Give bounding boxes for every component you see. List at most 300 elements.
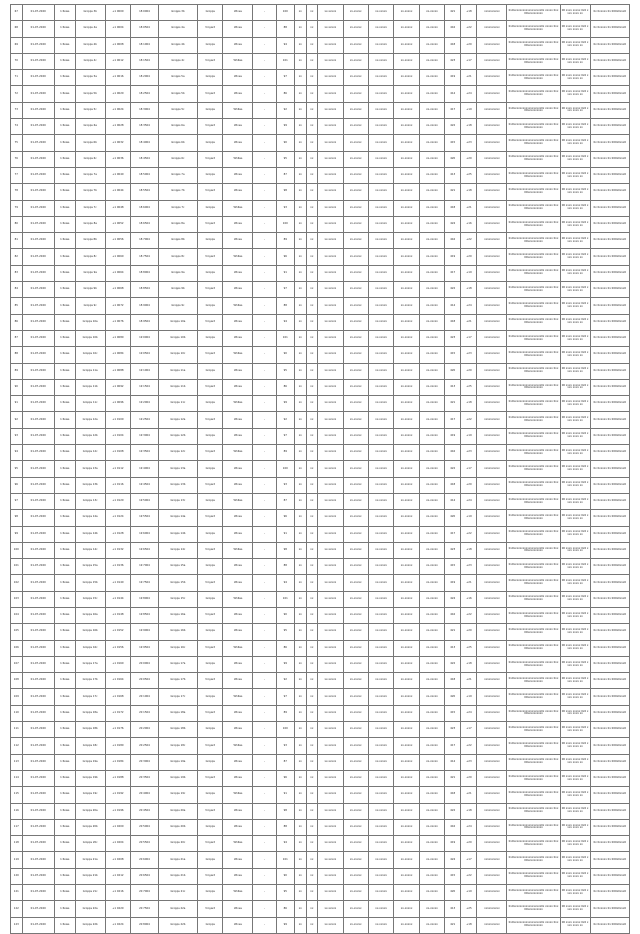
table-cell: xx-xxxxx: [394, 249, 419, 265]
table-cell: xx-xxxxx: [368, 673, 393, 689]
data-table: [10, 4, 630, 934]
table-cell: 0x0xxxxxxxxxxxxxxxxxx0x xxxxx 0xx00xxxxxxxxxx: [507, 885, 560, 901]
table-cell: 88: [276, 819, 294, 835]
table-row: [11, 363, 630, 379]
table-cell: Wines: [223, 868, 253, 884]
table-cell: +1 0012: [105, 53, 130, 69]
table-cell: 01-07-2020: [22, 396, 54, 412]
table-cell: 117: [11, 819, 23, 835]
table-row: [11, 347, 630, 363]
table-cell: 01-07-2020: [22, 542, 54, 558]
table-cell: xx-xxxxx: [343, 885, 368, 901]
table-cell: xx-xxxxx: [343, 673, 368, 689]
table-cell: -: [253, 363, 276, 379]
table-cell: Gropps 19b: [158, 770, 197, 786]
table-cell: 01-07-2020: [22, 216, 54, 232]
table-cell: 1 Rows: [54, 868, 75, 884]
table-cell: 00 xxxx xxxxx 0x0 xxxx xxxx xx: [560, 379, 590, 395]
table-cell: +1 0156: [105, 640, 130, 656]
table-cell: xx-xxxxx: [419, 738, 444, 754]
table-cell: xx-xxxxx: [394, 216, 419, 232]
table-cell: xx: [306, 836, 318, 852]
table-cell: 91: [276, 526, 294, 542]
table-cell: xx-xxxxx: [343, 526, 368, 542]
table-cell: xxxxxxxxxx: [477, 249, 507, 265]
table-cell: -: [253, 738, 276, 754]
table-cell: 0x 0xxxxx 0x 000x0xxx0: [590, 428, 629, 444]
table-cell: -: [253, 233, 276, 249]
table-cell: Gropps 7c: [158, 200, 197, 216]
table-cell: Wines: [223, 852, 253, 868]
table-cell: 81: [11, 233, 23, 249]
table-cell: 0x0xxxxxxxxxxxxxxxxxx0x xxxxx 0xx00xxxxxxxxxx: [507, 200, 560, 216]
table-cell: 115: [11, 787, 23, 803]
table-cell: 0x0xxxxxxxxxxxxxxxxxx0x xxxxx 0xx00xxxxxxxxxx: [507, 396, 560, 412]
table-cell: 0x 0xxxxx 0x 000x0xxx0: [590, 901, 629, 917]
table-cell: xx-xxxxx: [419, 705, 444, 721]
table-cell: xx-xxxxx: [318, 445, 343, 461]
table-cell: xx-xxxxx: [368, 917, 393, 933]
table-cell: xx-xxxxx: [318, 135, 343, 151]
table-cell: Gropps 21b: [158, 868, 197, 884]
table-cell: xx-xxxxx: [419, 673, 444, 689]
table-cell: 1 Rows: [54, 607, 75, 623]
table-cell: xx-xxxxx: [318, 200, 343, 216]
table-cell: xx-xxxxx: [368, 70, 393, 86]
table-cell: xx-xxxxx: [343, 852, 368, 868]
table-cell: 1 Rows: [54, 722, 75, 738]
table-cell: Vinyard: [198, 53, 223, 69]
table-cell: xx-xxxxx: [419, 70, 444, 86]
table-cell: Gropps 10c: [158, 347, 197, 363]
table-cell: 99: [276, 119, 294, 135]
table-cell: +1 0036: [105, 151, 130, 167]
table-cell: xxxxxxxxxx: [477, 559, 507, 575]
table-cell: xx-xxxxx: [394, 184, 419, 200]
table-cell: 00 xxxx xxxxx 0x0 xxxx xxxx xx: [560, 559, 590, 575]
table-cell: xx-xxxxx: [343, 282, 368, 298]
table-cell: 1 Rows: [54, 770, 75, 786]
table-cell: +20: [461, 836, 477, 852]
table-cell: xx-xxxxx: [368, 542, 393, 558]
table-cell: Gropps 21c: [75, 885, 105, 901]
table-cell: 93: [276, 200, 294, 216]
table-cell: Gropps 14a: [158, 510, 197, 526]
table-cell: 99: [276, 656, 294, 672]
table-cell: Gropps 20a: [75, 803, 105, 819]
table-cell: xxxxxxxxxx: [477, 363, 507, 379]
table-cell: 01-07-2020: [22, 607, 54, 623]
table-cell: 101: [276, 53, 294, 69]
table-row: [11, 135, 630, 151]
table-cell: Gropps 17c: [75, 689, 105, 705]
table-cell: Gropps 5a: [75, 70, 105, 86]
table-cell: 01-07-2020: [22, 347, 54, 363]
table-cell: 0x 0xxxxx 0x 000x0xxx0: [590, 738, 629, 754]
table-cell: xx: [295, 591, 307, 607]
table-cell: 1 Rows: [54, 167, 75, 183]
table-cell: -: [253, 86, 276, 102]
table-cell: 419: [445, 249, 461, 265]
table-cell: Whites: [223, 249, 253, 265]
table-cell: Gropps 19c: [158, 787, 197, 803]
table-cell: xx: [295, 282, 307, 298]
table-cell: xx: [306, 200, 318, 216]
table-cell: 120: [11, 868, 23, 884]
table-cell: Gropps 6a: [158, 119, 197, 135]
table-cell: +1 0076: [105, 314, 130, 330]
table-cell: xx-xxxxx: [318, 770, 343, 786]
table-cell: xx-xxxxx: [394, 868, 419, 884]
table-cell: +18: [461, 119, 477, 135]
table-cell: Gropps 11a: [158, 363, 197, 379]
table-cell: xxxxxxxxxx: [477, 167, 507, 183]
table-cell: xx: [295, 852, 307, 868]
table-cell: xxxxxxxxxx: [477, 901, 507, 917]
table-cell: Gropps 17b: [75, 673, 105, 689]
table-cell: xx: [306, 656, 318, 672]
table-row: [11, 330, 630, 346]
table-cell: 98: [11, 510, 23, 526]
table-cell: 111: [11, 722, 23, 738]
table-cell: Gropps 7a: [158, 167, 197, 183]
table-cell: xx: [295, 249, 307, 265]
table-cell: 19 5504: [131, 510, 159, 526]
table-cell: +1 0100: [105, 412, 130, 428]
table-cell: xx-xxxxx: [394, 298, 419, 314]
table-cell: 1 Rows: [54, 119, 75, 135]
table-cell: 18 7504: [131, 249, 159, 265]
table-cell: Gropps 4a: [75, 21, 105, 37]
table-cell: Wines: [223, 330, 253, 346]
table-cell: 413: [445, 640, 461, 656]
table-row: [11, 885, 630, 901]
table-cell: 18 1004: [131, 37, 159, 53]
table-row: [11, 526, 630, 542]
table-cell: Whites: [223, 445, 253, 461]
table-cell: xxxxxxxxxx: [477, 428, 507, 444]
table-cell: Gropps: [198, 102, 223, 118]
table-cell: 88: [276, 559, 294, 575]
table-cell: Wines: [223, 5, 253, 21]
table-cell: 420: [445, 885, 461, 901]
table-row: [11, 21, 630, 37]
table-cell: xx-xxxxx: [394, 885, 419, 901]
table-cell: +1 0040: [105, 167, 130, 183]
table-cell: Gropps 15a: [75, 559, 105, 575]
table-cell: 421: [445, 770, 461, 786]
table-cell: xx-xxxxx: [368, 705, 393, 721]
table-cell: 1 Rows: [54, 477, 75, 493]
table-cell: +22: [461, 526, 477, 542]
table-cell: Wines: [223, 233, 253, 249]
table-cell: 1 Rows: [54, 184, 75, 200]
table-row: [11, 656, 630, 672]
table-cell: 75: [11, 135, 23, 151]
table-cell: 99: [276, 917, 294, 933]
table-cell: -: [253, 379, 276, 395]
table-cell: xx: [295, 102, 307, 118]
table-cell: xx-xxxxx: [343, 591, 368, 607]
table-cell: xx-xxxxx: [318, 787, 343, 803]
table-cell: 1 Rows: [54, 787, 75, 803]
table-cell: xx: [306, 70, 318, 86]
table-cell: xx: [295, 70, 307, 86]
table-cell: 93: [11, 428, 23, 444]
table-cell: 00 xxxx xxxxx 0x0 xxxx xxxx xx: [560, 282, 590, 298]
table-cell: 88: [276, 21, 294, 37]
table-cell: +1 0112: [105, 461, 130, 477]
table-cell: Gropps: [198, 559, 223, 575]
table-cell: Gropps: [198, 428, 223, 444]
table-cell: -: [253, 249, 276, 265]
table-cell: xx-xxxxx: [368, 265, 393, 281]
table-cell: xx-xxxxx: [343, 363, 368, 379]
table-cell: -: [253, 836, 276, 852]
table-cell: xx-xxxxx: [318, 917, 343, 933]
table-cell: xx: [295, 819, 307, 835]
table-cell: xxxxxxxxxx: [477, 477, 507, 493]
table-cell: 19 0004: [131, 330, 159, 346]
table-cell: 00 xxxx xxxxx 0x0 xxxx xxxx xx: [560, 819, 590, 835]
table-cell: +1 0176: [105, 722, 130, 738]
table-cell: 00 xxxx xxxxx 0x0 xxxx xxxx xx: [560, 200, 590, 216]
table-cell: 0x 0xxxxx 0x 000x0xxx0: [590, 722, 629, 738]
table-cell: Whites: [223, 689, 253, 705]
table-cell: Vinyard: [198, 575, 223, 591]
table-cell: xx: [306, 607, 318, 623]
table-cell: 97: [276, 689, 294, 705]
table-cell: 00 xxxx xxxxx 0x0 xxxx xxxx xx: [560, 705, 590, 721]
table-row: [11, 298, 630, 314]
table-cell: xxxxxxxxxx: [477, 705, 507, 721]
table-cell: 18 3504: [131, 119, 159, 135]
table-cell: 20 1004: [131, 689, 159, 705]
table-cell: Vinyard: [198, 477, 223, 493]
table-cell: xx-xxxxx: [394, 559, 419, 575]
table-cell: 1 Rows: [54, 428, 75, 444]
table-cell: 00 xxxx xxxxx 0x0 xxxx xxxx xx: [560, 803, 590, 819]
table-cell: xx-xxxxx: [394, 705, 419, 721]
table-cell: +22: [461, 738, 477, 754]
table-cell: 0x 0xxxxx 0x 000x0xxx0: [590, 591, 629, 607]
table-cell: 418: [445, 37, 461, 53]
table-cell: xx-xxxxx: [419, 901, 444, 917]
table-cell: xx-xxxxx: [318, 330, 343, 346]
table-cell: Whites: [223, 640, 253, 656]
table-cell: xx: [295, 607, 307, 623]
table-cell: Wines: [223, 477, 253, 493]
table-cell: 87: [11, 330, 23, 346]
table-cell: +21: [461, 70, 477, 86]
table-cell: xxxxxxxxxx: [477, 70, 507, 86]
table-cell: 0x 0xxxxx 0x 000x0xxx0: [590, 770, 629, 786]
table-cell: 18 2504: [131, 86, 159, 102]
table-cell: Gropps 14b: [75, 526, 105, 542]
table-cell: Gropps: [198, 885, 223, 901]
table-cell: Gropps 5a: [158, 70, 197, 86]
table-cell: 85: [11, 298, 23, 314]
table-cell: xx-xxxxx: [343, 151, 368, 167]
table-cell: xx-xxxxx: [419, 102, 444, 118]
table-cell: 0x0xxxxxxxxxxxxxxxxxx0x xxxxx 0xx00xxxxxxxxxx: [507, 21, 560, 37]
table-cell: Vinyard: [198, 901, 223, 917]
table-cell: +1 0032: [105, 135, 130, 151]
table-cell: 01-07-2020: [22, 200, 54, 216]
table-cell: Wines: [223, 461, 253, 477]
table-cell: xx: [295, 265, 307, 281]
table-cell: xx: [295, 347, 307, 363]
table-row: [11, 787, 630, 803]
table-row: [11, 200, 630, 216]
table-cell: 419: [445, 836, 461, 852]
table-cell: 0x 0xxxxx 0x 000x0xxx0: [590, 493, 629, 509]
table-cell: -: [253, 5, 276, 21]
table-row: [11, 689, 630, 705]
table-cell: xx-xxxxx: [394, 363, 419, 379]
table-cell: 01-07-2020: [22, 738, 54, 754]
table-cell: 0x0xxxxxxxxxxxxxxxxxx0x xxxxx 0xx00xxxxxxxxxx: [507, 379, 560, 395]
table-cell: Wines: [223, 624, 253, 640]
table-cell: xx-xxxxx: [343, 21, 368, 37]
table-cell: Gropps 11c: [75, 396, 105, 412]
table-cell: Gropps 5b: [75, 86, 105, 102]
table-row: [11, 917, 630, 933]
table-cell: 423: [445, 542, 461, 558]
table-cell: 1 Rows: [54, 379, 75, 395]
table-cell: 70: [11, 53, 23, 69]
table-cell: 01-07-2020: [22, 461, 54, 477]
table-cell: xx: [306, 102, 318, 118]
table-cell: 0x 0xxxxx 0x 000x0xxx0: [590, 885, 629, 901]
table-cell: xx-xxxxx: [419, 559, 444, 575]
table-cell: 422: [445, 461, 461, 477]
table-cell: xx-xxxxx: [419, 151, 444, 167]
table-cell: 0x 0xxxxx 0x 000x0xxx0: [590, 135, 629, 151]
table-cell: 0x0xxxxxxxxxxxxxxxxxx0x xxxxx 0xx00xxxxxxxxxx: [507, 689, 560, 705]
table-cell: Gropps 8c: [158, 249, 197, 265]
table-cell: Gropps 4c: [75, 53, 105, 69]
table-cell: xxxxxxxxxx: [477, 542, 507, 558]
table-cell: 0x 0xxxxx 0x 000x0xxx0: [590, 656, 629, 672]
table-cell: xx: [295, 754, 307, 770]
table-cell: 1 Rows: [54, 640, 75, 656]
table-cell: xx: [295, 656, 307, 672]
table-cell: Vinyard: [198, 640, 223, 656]
table-cell: xx: [295, 151, 307, 167]
table-cell: Gropps 4a: [158, 21, 197, 37]
table-cell: 01-07-2020: [22, 445, 54, 461]
table-cell: xx-xxxxx: [318, 901, 343, 917]
table-cell: xx-xxxxx: [368, 591, 393, 607]
table-cell: 0x 0xxxxx 0x 000x0xxx0: [590, 836, 629, 852]
table-row: [11, 901, 630, 917]
table-cell: 18 0004: [131, 5, 159, 21]
table-cell: xx-xxxxx: [368, 510, 393, 526]
table-cell: xx: [295, 86, 307, 102]
table-cell: 71: [11, 70, 23, 86]
table-cell: 0x 0xxxxx 0x 000x0xxx0: [590, 559, 629, 575]
table-cell: -: [253, 151, 276, 167]
table-cell: Gropps: [198, 819, 223, 835]
table-cell: 67: [11, 5, 23, 21]
table-cell: xx-xxxxx: [394, 673, 419, 689]
table-cell: 101: [11, 559, 23, 575]
table-cell: 0x0xxxxxxxxxxxxxxxxxx0x xxxxx 0xx00xxxxxxxxxx: [507, 917, 560, 933]
table-cell: +1 0052: [105, 216, 130, 232]
table-cell: xx-xxxxx: [318, 347, 343, 363]
table-cell: xx-xxxxx: [318, 102, 343, 118]
table-cell: xx-xxxxx: [368, 5, 393, 21]
table-cell: +1 0200: [105, 819, 130, 835]
table-row: [11, 233, 630, 249]
table-cell: Gropps 22a: [75, 901, 105, 917]
table-cell: 01-07-2020: [22, 901, 54, 917]
table-cell: Gropps 21b: [75, 868, 105, 884]
table-row: [11, 738, 630, 754]
table-cell: -: [253, 167, 276, 183]
table-cell: 76: [11, 151, 23, 167]
table-cell: 00 xxxx xxxxx 0x0 xxxx xxxx xx: [560, 249, 590, 265]
table-cell: 100: [11, 542, 23, 558]
table-cell: 18 7004: [131, 233, 159, 249]
table-cell: xx-xxxxx: [368, 901, 393, 917]
table-cell: 0x0xxxxxxxxxxxxxxxxxx0x xxxxx 0xx00xxxxxxxxxx: [507, 673, 560, 689]
table-cell: Gropps: [198, 167, 223, 183]
table-cell: Gropps 5b: [158, 86, 197, 102]
table-cell: xx: [295, 5, 307, 21]
table-cell: Gropps 22b: [75, 917, 105, 933]
table-cell: 415: [445, 347, 461, 363]
table-cell: Vinyard: [198, 868, 223, 884]
table-cell: 86: [11, 314, 23, 330]
table-cell: Vinyard: [198, 836, 223, 852]
table-cell: -: [253, 917, 276, 933]
table-cell: 18 9004: [131, 298, 159, 314]
table-cell: 1 Rows: [54, 526, 75, 542]
table-cell: 0x0xxxxxxxxxxxxxxxxxx0x xxxxx 0xx00xxxxxxxxxx: [507, 298, 560, 314]
table-cell: xx-xxxxx: [419, 37, 444, 53]
table-cell: 99: [276, 396, 294, 412]
table-cell: xx-xxxxx: [318, 493, 343, 509]
table-cell: Wines: [223, 510, 253, 526]
table-cell: +20: [461, 477, 477, 493]
table-cell: xx-xxxxx: [318, 689, 343, 705]
table-cell: 20 4004: [131, 787, 159, 803]
table-cell: -: [253, 216, 276, 232]
table-cell: 01-07-2020: [22, 70, 54, 86]
table-cell: 01-07-2020: [22, 917, 54, 933]
table-cell: 01-07-2020: [22, 722, 54, 738]
table-cell: xx-xxxxx: [394, 428, 419, 444]
table-cell: Gropps: [198, 363, 223, 379]
table-cell: xx-xxxxx: [394, 200, 419, 216]
table-cell: xx: [295, 738, 307, 754]
table-cell: xx-xxxxx: [368, 200, 393, 216]
table-cell: 121: [11, 885, 23, 901]
table-cell: +1 0192: [105, 787, 130, 803]
table-cell: xx-xxxxx: [394, 167, 419, 183]
table-cell: xx-xxxxx: [419, 184, 444, 200]
table-cell: 01-07-2020: [22, 102, 54, 118]
table-cell: xx-xxxxx: [343, 70, 368, 86]
table-cell: 86: [276, 86, 294, 102]
table-cell: xx-xxxxx: [318, 21, 343, 37]
table-cell: xx-xxxxx: [394, 901, 419, 917]
table-cell: Gropps 17a: [75, 656, 105, 672]
table-cell: xx: [295, 722, 307, 738]
table-cell: xx-xxxxx: [318, 738, 343, 754]
